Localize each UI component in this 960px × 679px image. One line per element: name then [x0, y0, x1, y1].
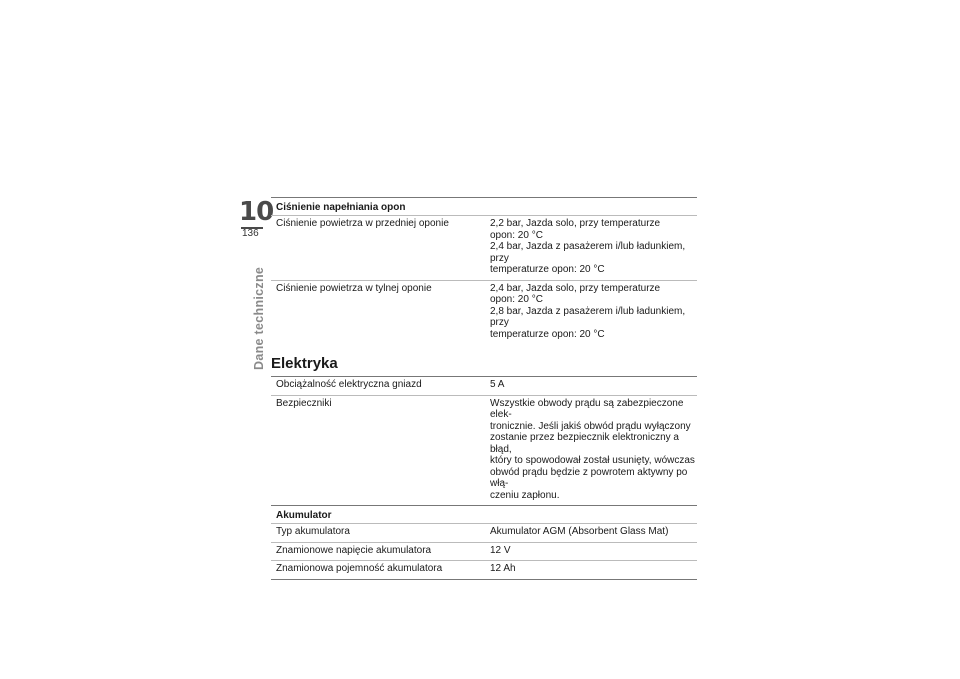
row-value: Wszystkie obwody prądu są zabezpieczone elek- tronicznie. Jeśli jakiś obwód prądu wyłączony zostanie przez bezpiecznik elektroniczny a błąd, który to spowodował został usunięty, wówczas obwód prądu będzie z powrotem aktywny po włą- czeniu zapłonu. — [490, 397, 695, 501]
row-value: 12 Ah — [490, 563, 516, 574]
table-row — [271, 396, 697, 506]
row-value: 12 V — [490, 544, 511, 556]
row-label: Znamionowe napięcie akumulatora — [276, 544, 432, 556]
row-value: 2,4 bar, Jazda solo, przy temperaturze opon: 20 °C 2,8 bar, Jazda z pasażerem i/lub ładunkiem, przy temperaturze opon: 20 °C — [490, 282, 686, 340]
battery-heading: Akumulator — [276, 510, 332, 521]
page-content — [271, 197, 697, 580]
row-label: Typ akumulatora — [276, 526, 350, 537]
table-row — [271, 216, 697, 280]
table-row — [271, 377, 697, 395]
divider — [271, 579, 697, 580]
table-row — [271, 543, 697, 561]
table-row — [271, 524, 697, 542]
tire-pressure-heading: Ciśnienie napełniania opon — [276, 202, 406, 213]
row-label: Bezpieczniki — [276, 397, 332, 409]
page-number: 136 — [242, 228, 259, 239]
row-label: Ciśnienie powietrza w tylnej oponie — [276, 282, 432, 294]
section-title: Elektryka — [271, 355, 338, 372]
row-label: Obciążalność elektryczna gniazd — [276, 379, 422, 390]
chapter-number: 10 — [239, 197, 274, 227]
table-row — [271, 561, 697, 579]
row-label: Ciśnienie powietrza w przedniej oponie — [276, 218, 449, 229]
table-row — [271, 281, 697, 345]
row-label: Znamionowa pojemność akumulatora — [276, 563, 443, 574]
row-value: 5 A — [490, 379, 505, 390]
row-value: Akumulator AGM (Absorbent Glass Mat) — [490, 526, 669, 537]
chapter-title: Dane techniczne — [252, 266, 266, 370]
row-value: 2,2 bar, Jazda solo, przy temperaturze opon: 20 °C 2,4 bar, Jazda z pasażerem i/lub ładunkiem, przy temperaturze opon: 20 °C — [490, 218, 686, 275]
